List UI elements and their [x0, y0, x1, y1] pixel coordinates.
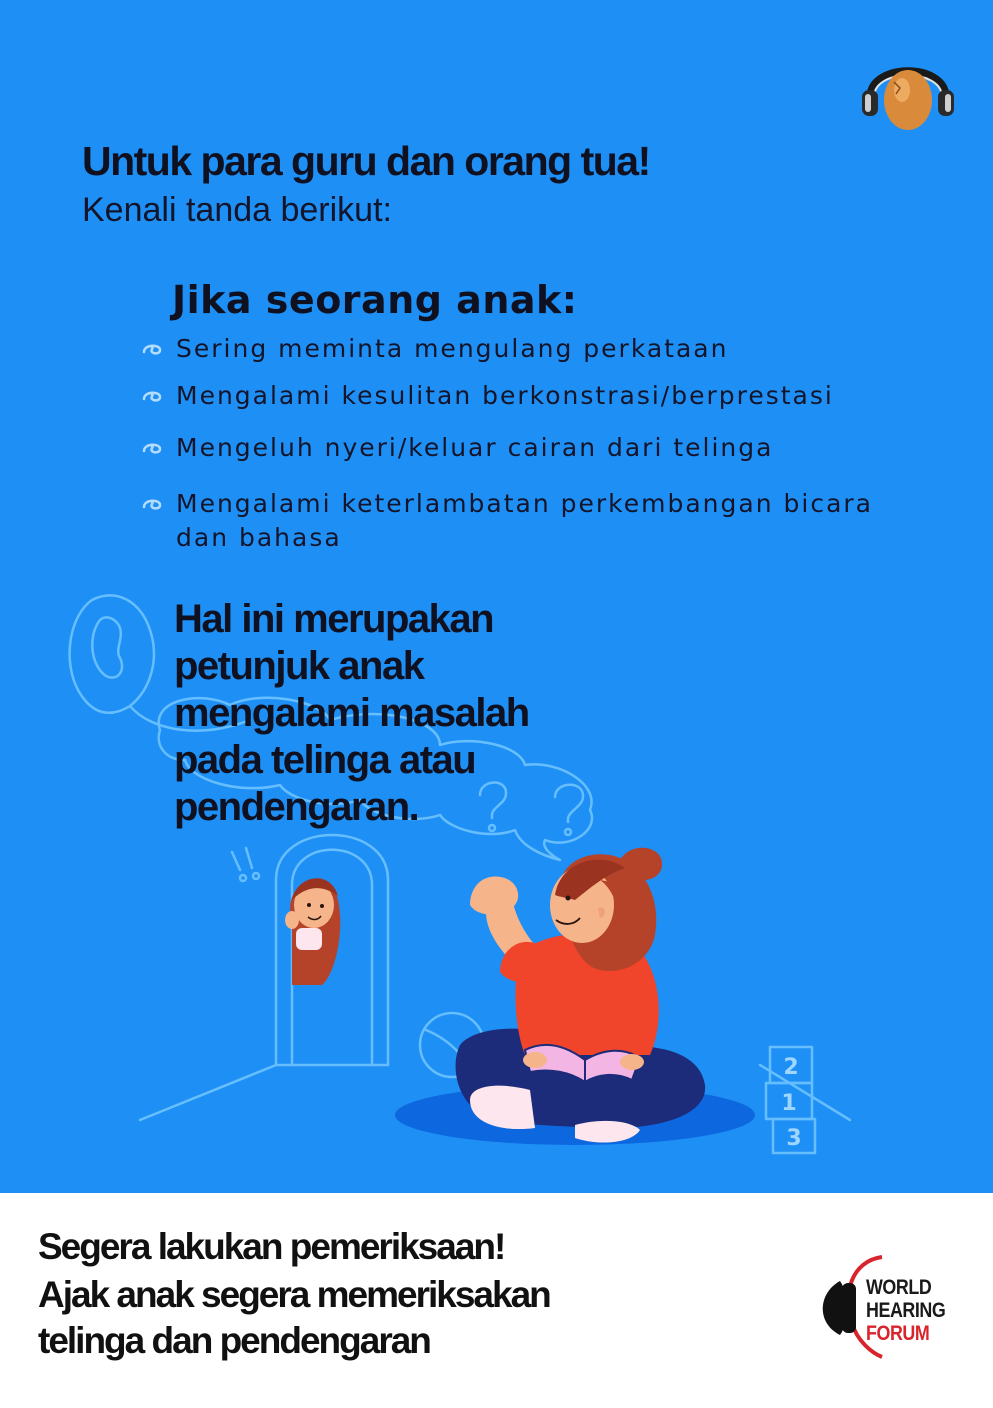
ear-bullet-icon — [140, 495, 164, 515]
block-number: 2 — [783, 1055, 799, 1080]
list-item-text: Mengeluh nyeri/keluar cairan dari telinga — [176, 433, 774, 462]
block-number: 1 — [781, 1091, 797, 1116]
list-item-text: Mengalami kesulitan berkonstrasi/berprestasi — [176, 381, 834, 410]
ear-bullet-icon — [140, 340, 164, 360]
logo-word: FORUM — [866, 1322, 930, 1345]
egg-headphones-icon — [858, 42, 958, 142]
logo-word: WORLD — [866, 1276, 932, 1299]
conclusion-text: Hal ini merupakan petunjuk anak mengalami masalah pada telinga atau pendengaran. — [174, 597, 529, 829]
cta-line: telinga dan pendengaran — [38, 1320, 430, 1361]
header-subtitle: Kenali tanda berikut: — [82, 191, 392, 229]
block-number: 3 — [786, 1126, 802, 1151]
cta-line: Segera lakukan pemeriksaan! — [38, 1226, 505, 1267]
header-title: Untuk para guru dan orang tua! — [82, 138, 650, 184]
list-item-text: Sering meminta mengulang perkataan — [176, 334, 729, 363]
logo-word: HEARING — [866, 1299, 946, 1322]
list-item-text: Mengalami keterlambatan perkembangan bicara dan bahasa — [176, 489, 873, 552]
exclamation-icon — [232, 848, 252, 870]
list-item — [140, 379, 900, 413]
list-item — [140, 487, 900, 555]
reading-child — [456, 848, 706, 1143]
list-item — [140, 332, 900, 366]
cta-line: Ajak anak segera memeriksakan — [38, 1274, 550, 1315]
ear-bullet-icon — [140, 387, 164, 407]
ear-bullet-icon — [140, 439, 164, 459]
signs-title: Jika seorang anak: — [172, 278, 578, 322]
signs-list — [140, 332, 900, 555]
list-item — [140, 431, 900, 465]
peeking-girl — [285, 878, 340, 985]
ear-outline — [70, 595, 154, 712]
